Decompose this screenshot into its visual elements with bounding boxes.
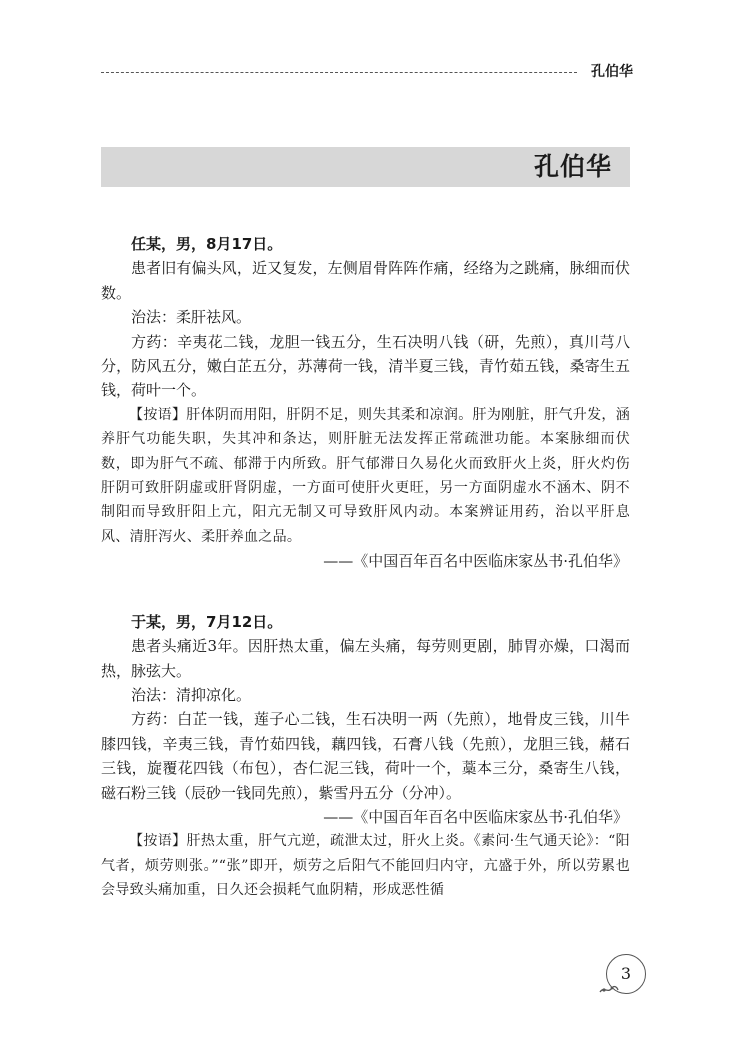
case-title: 任某，男，8月17日。 bbox=[131, 235, 283, 253]
case-record bbox=[101, 232, 630, 574]
chapter-title: 孔伯华 bbox=[533, 152, 612, 181]
case-paragraph: 治法：清抑凉化。 bbox=[131, 685, 252, 704]
case-paragraph: 治法：柔肝祛风。 bbox=[131, 308, 252, 327]
case-record bbox=[101, 610, 630, 903]
page-number: 3 bbox=[606, 954, 646, 994]
case-paragraph: 患者头痛近3年。因肝热太重，偏左头痛，每劳则更剧，肺胃亦燥，口渴而热，脉弦大。 bbox=[101, 637, 630, 680]
case-source: ——《中国百年百名中医临床家丛书·孔伯华》 bbox=[323, 807, 628, 826]
case-paragraph: 患者旧有偏头风，近又复发，左侧眉骨阵阵作痛，经络为之跳痛，脉细而伏数。 bbox=[101, 259, 630, 302]
case-paragraph: 方药：白芷一钱，莲子心二钱，生石决明一两（先煎），地骨皮三钱，川牛膝四钱，辛夷三钱，青竹茹四钱，藕四钱，石膏八钱（先煎），龙胆三钱，赭石三钱，旋覆花四钱（布包），杏仁泥三钱，荷叶一个，藁本三分，桑寄生八钱，磁石粉三钱（辰砂一钱同先煎），紫雪丹五分（分冲）。 bbox=[101, 710, 630, 802]
header-dashed-rule bbox=[101, 72, 577, 73]
page-number-ornament-icon bbox=[598, 982, 620, 996]
running-header-title: 孔伯华 bbox=[591, 64, 633, 80]
chapter-title-bar bbox=[101, 147, 630, 187]
case-title: 于某，男，7月12日。 bbox=[131, 612, 283, 631]
running-header bbox=[101, 62, 633, 82]
case-commentary: 【按语】肝体阴而用阳，肝阴不足，则失其柔和凉润。肝为刚脏，肝气升发，涵养肝气功能失职，失其冲和条达，则肝脏无法发挥正常疏泄功能。本案脉细而伏数，即为肝气不疏、郁滞于内所致。肝气郁滞日久易化火而致肝火上炎，肝火灼伤肝阴可致肝阴虚或肝肾阴虚，一方面可使肝火更旺，另一方面阴虚水不涵木、阴不制阳而导致肝阳上亢，阳亢无制又可导致肝风内动。本案辨证用药，治以平肝息风、清肝泻火、柔肝养血之品。 bbox=[101, 406, 630, 545]
case-paragraph: 方药：辛夷花二钱，龙胆一钱五分，生石决明八钱（研，先煎），真川芎八分，防风五分，嫩白芷五分，苏薄荷一钱，清半夏三钱，青竹茹五钱，桑寄生五钱，荷叶一个。 bbox=[101, 332, 630, 400]
case-source: ——《中国百年百名中医临床家丛书·孔伯华》 bbox=[323, 552, 628, 571]
case-commentary: 【按语】肝热太重，肝气亢逆，疏泄太过，肝火上炎。《素问·生气通天论》：“阳气者，烦劳则张。”“张”即开，烦劳之后阳气不能回归内守，亢盛于外，所以劳累也会导致头痛加重，日久还会损耗气血阴精，形成恶性循 bbox=[101, 833, 630, 899]
page-content bbox=[101, 232, 630, 903]
